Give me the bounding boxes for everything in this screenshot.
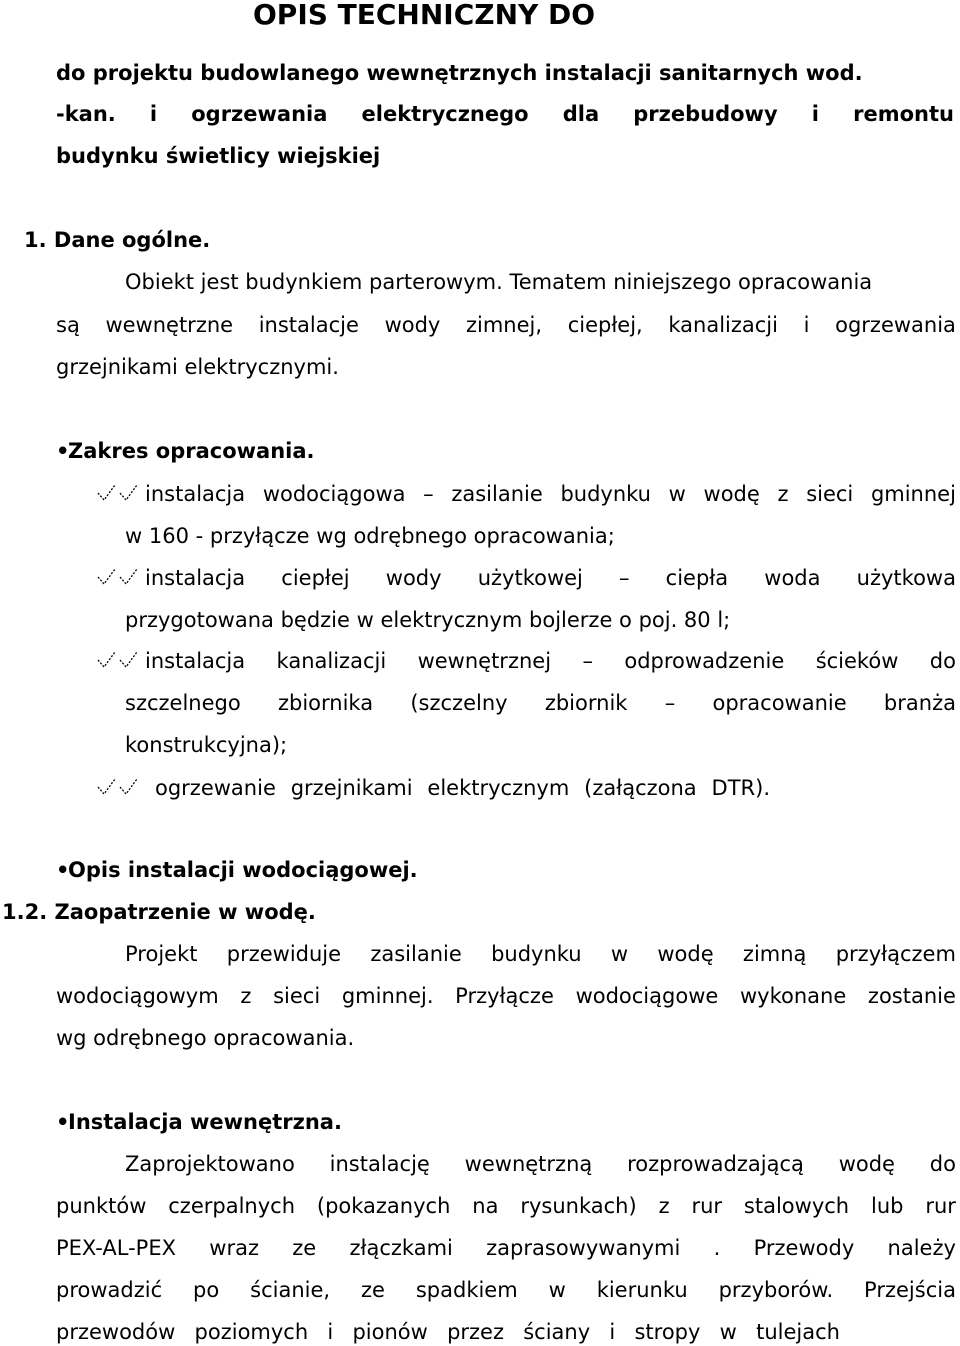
word: wodociągowa [262,482,406,506]
list-item-line [125,689,956,717]
word: Przyłącze [455,984,554,1008]
word: lub [870,1194,904,1218]
word: użytkowa [856,566,956,590]
word: z [658,1194,670,1218]
section-heading-supply: 1.2. Zaopatrzenie w wodę. [2,900,316,924]
paragraph-line [56,1276,956,1304]
word: ogrzewanie [155,776,276,800]
word: zaprasowywanymi [486,1236,681,1260]
word: instalacja [145,649,246,673]
word: (załączona [584,776,697,800]
section-heading-internal: Instalacja wewnętrzna. [68,1110,342,1134]
word: czerpalnych [168,1194,295,1218]
word: – [423,482,434,506]
word: wewnętrzną [464,1152,593,1176]
word: (pokazanych [316,1194,451,1218]
word: wody [385,566,442,590]
word: prowadzić [56,1278,163,1302]
word: grzejnikami [290,776,413,800]
word: -kan. [56,102,116,126]
list-item-line: konstrukcyjna); [125,733,288,757]
word: zimnej, [465,313,543,337]
word: branża [883,691,956,715]
word: wewnętrznej [417,649,552,673]
word: wykonane [739,984,847,1008]
word: Zaprojektowano [125,1152,295,1176]
paragraph-line: grzejnikami elektrycznymi. [56,355,339,379]
word: ogrzewania [191,102,328,126]
word: rysunkach) [520,1194,637,1218]
section-heading-water: Opis instalacji wodociągowej. [68,858,418,882]
word: zasilanie [370,942,462,966]
word: stropy [634,1320,701,1344]
word: w [610,942,629,966]
word: Przejścia [864,1278,956,1302]
word: gminnej. [341,984,434,1008]
word: rur [925,1194,956,1218]
word: punktów [56,1194,147,1218]
word: wodę [838,1152,895,1176]
double-check-icon [96,481,140,503]
word: i [327,1320,334,1344]
paragraph-line [56,1192,956,1220]
word: stalowych [743,1194,850,1218]
paragraph-line [125,1150,956,1178]
word: wody [384,313,441,337]
word: należy [887,1236,956,1260]
word: – [664,691,676,715]
section-heading-general: 1. Dane ogólne. [24,228,211,252]
word: DTR). [711,776,770,800]
word: budynku [560,482,651,506]
word: poziomych [194,1320,309,1344]
word: na [472,1194,499,1218]
word: ciepłej [281,566,350,590]
word: elektrycznego [361,102,529,126]
word: ogrzewania [835,313,956,337]
word: wraz [209,1236,259,1260]
list-item-line: przygotowana będzie w elektrycznym bojlerze o poj. 80 l; [125,608,731,632]
word: przez [447,1320,504,1344]
bullet-marker: • [56,439,70,463]
subtitle-line-1: do projektu budowlanego wewnętrznych instalacji sanitarnych wod. [56,61,863,85]
word: woda [764,566,821,590]
word: kierunku [596,1278,688,1302]
word: przewodów [56,1320,176,1344]
paragraph-line: wg odrębnego opracowania. [56,1026,355,1050]
word: . [713,1236,721,1260]
word: w [719,1320,737,1344]
double-check-icon [96,565,140,587]
word: wodę [657,942,714,966]
double-check-icon [96,775,140,797]
word: wodę [703,482,760,506]
word: zimną [742,942,807,966]
word: kanalizacji [668,313,778,337]
word: instalacja [145,566,246,590]
list-item-line [145,480,956,508]
word: Projekt [125,942,198,966]
subtitle-line-3: budynku świetlicy wiejskiej [56,144,381,168]
word: wewnętrzne [105,313,234,337]
word: przyłączem [835,942,956,966]
subtitle-line-2 [56,100,954,128]
word: zostanie [867,984,956,1008]
word: gminnej [870,482,956,506]
bullet-marker: • [56,858,70,882]
word: – [619,566,630,590]
word: wodociągowe [575,984,719,1008]
word: instalację [329,1152,430,1176]
word: i [609,1320,616,1344]
list-item-line [145,564,956,592]
word: rur [691,1194,723,1218]
list-item-line [145,647,956,675]
word: ściany [523,1320,591,1344]
word: – [582,649,593,673]
paragraph-line [125,940,956,968]
word: dla [562,102,600,126]
word: odprowadzenie [624,649,785,673]
word: pionów [352,1320,428,1344]
word: elektrycznym [427,776,570,800]
word: (szczelny [410,691,508,715]
word: kanalizacji [276,649,387,673]
word: i [811,102,819,126]
word: przyborów. [718,1278,834,1302]
word: sieci [806,482,854,506]
word: złączkami [349,1236,453,1260]
word: zbiornik [544,691,628,715]
word: przewiduje [226,942,342,966]
word: wodociągowym [56,984,219,1008]
bullet-marker: • [56,1110,70,1134]
list-item-line [155,774,770,802]
word: zasilanie [451,482,543,506]
word: są [56,313,80,337]
paragraph-line [56,982,956,1010]
word: w [548,1278,566,1302]
word: przebudowy [633,102,778,126]
word: użytkowej [477,566,583,590]
word: ścianie, [250,1278,331,1302]
word: w [668,482,686,506]
paragraph-line [56,1318,840,1346]
word: opracowanie [712,691,847,715]
paragraph-line: Obiekt jest budynkiem parterowym. Tematem niniejszego opracowania [125,270,873,294]
word: tulejach [756,1320,840,1344]
word: po [193,1278,220,1302]
section-heading-scope: Zakres opracowania. [68,439,315,463]
word: budynku [491,942,582,966]
word: z [777,482,789,506]
word: spadkiem [415,1278,518,1302]
paragraph-line [56,1234,956,1262]
word: szczelnego [125,691,241,715]
word: sieci [273,984,321,1008]
word: i [803,313,810,337]
word: i [149,102,158,126]
word: z [240,984,252,1008]
word: remontu [853,102,954,126]
word: ze [292,1236,317,1260]
paragraph-line [56,311,956,339]
word: ścieków [815,649,899,673]
list-item-line: w 160 - przyłącze wg odrębnego opracowania; [125,524,615,548]
word: instalacje [258,313,359,337]
word: rozprowadzającą [627,1152,804,1176]
word: do [929,1152,956,1176]
word: instalacja [145,482,246,506]
word: Przewody [753,1236,855,1260]
double-check-icon [96,648,140,670]
word: ciepłej, [567,313,643,337]
word: do [929,649,956,673]
word: PEX-AL-PEX [56,1236,176,1260]
page-title: OPIS TECHNICZNY DO [253,0,596,31]
word: ze [360,1278,385,1302]
word: ciepła [665,566,729,590]
word: zbiornika [277,691,374,715]
